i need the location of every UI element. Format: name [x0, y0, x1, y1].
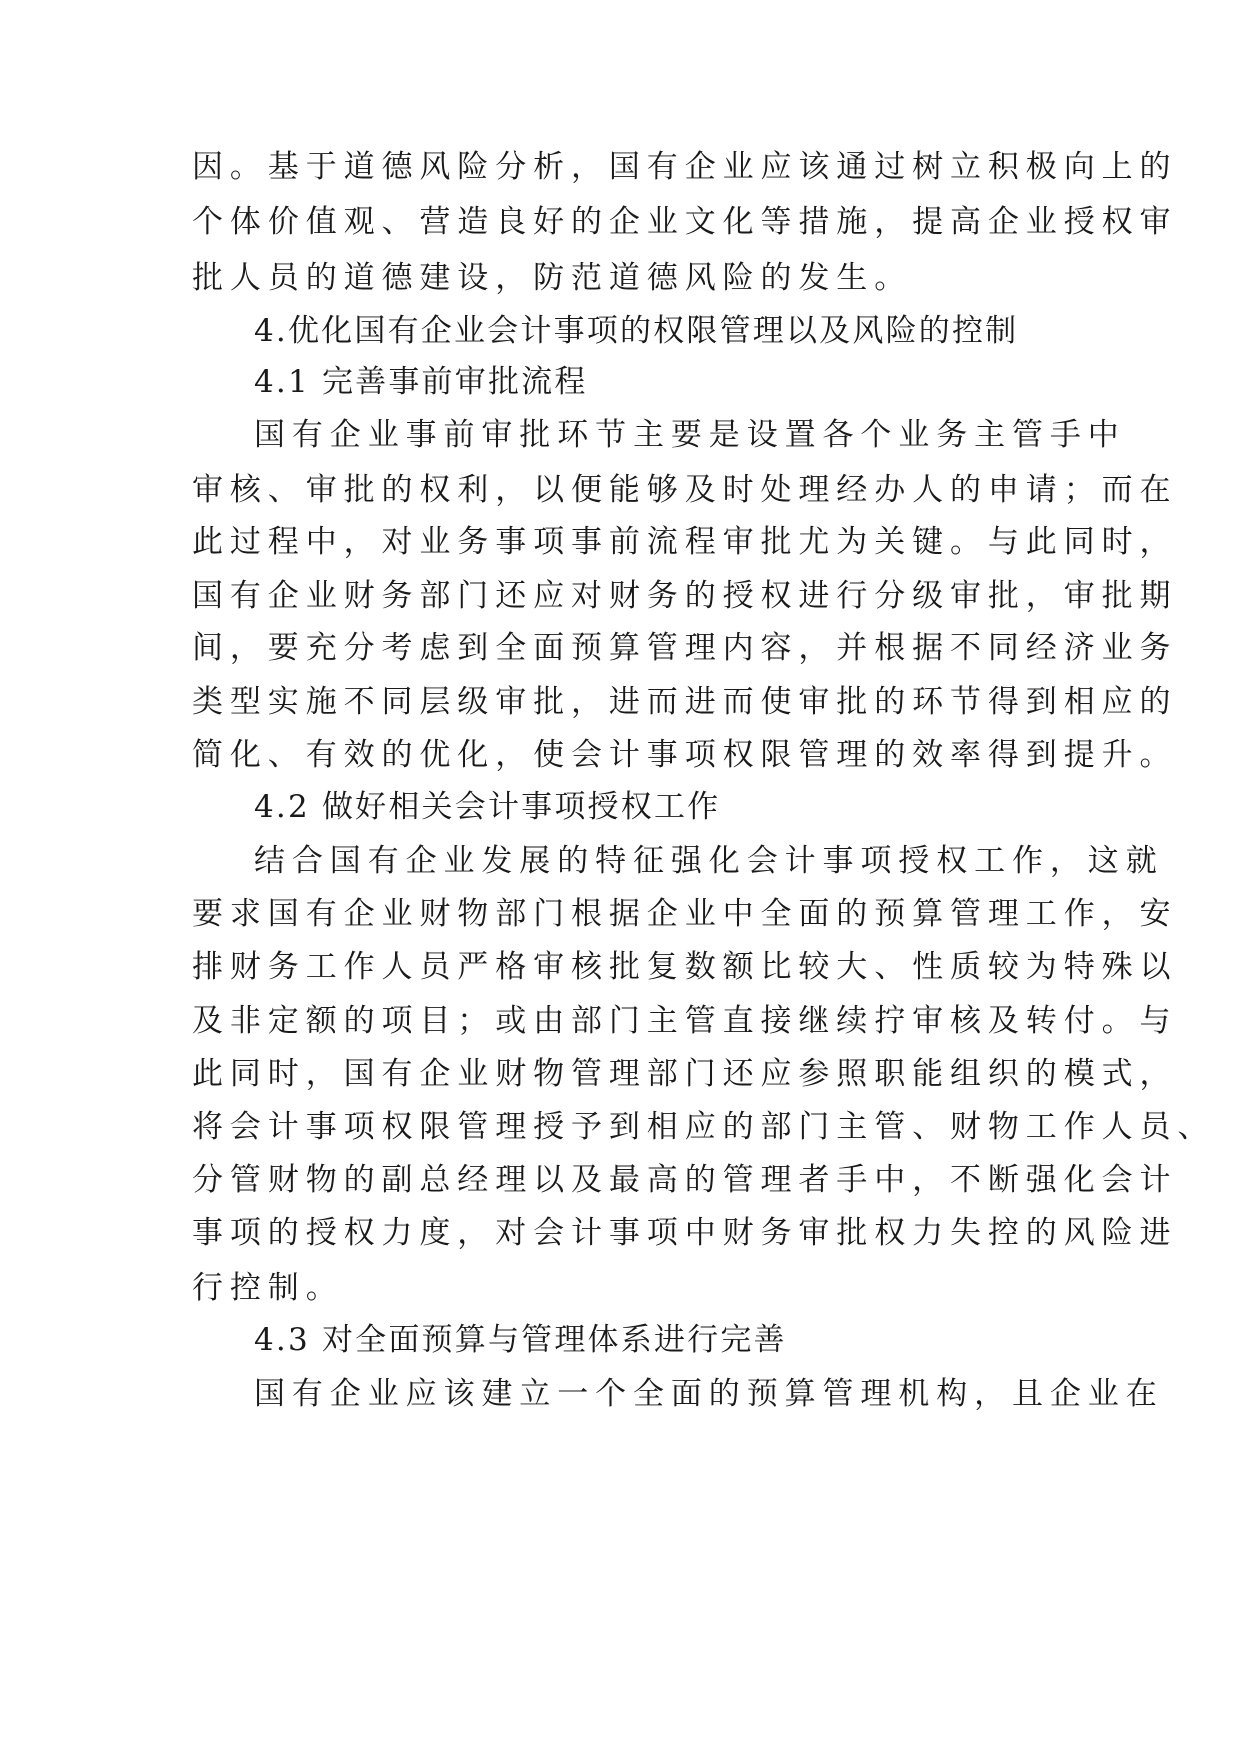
body-text-line: 行控制。 — [192, 1270, 344, 1306]
body-text-line: 此过程中，对业务事项事前流程审批尤为关键。与此同时， — [192, 524, 1178, 560]
body-text-line: 国有企业财务部门还应对财务的授权进行分级审批，审批期 — [192, 578, 1178, 614]
body-text-line: 批人员的道德建设，防范道德风险的发生。 — [192, 260, 913, 296]
body-text-line: 个体价值观、营造良好的企业文化等措施，提高企业授权审 — [192, 204, 1178, 240]
body-text-line: 审核、审批的权利，以便能够及时处理经办人的申请；而在 — [192, 472, 1178, 508]
body-text-line: 间，要充分考虑到全面预算管理内容，并根据不同经济业务 — [192, 630, 1178, 666]
body-text-line: 因。基于道德风险分析，国有企业应该通过树立积极向上的 — [192, 149, 1178, 185]
body-text-line: 事项的授权力度，对会计事项中财务审批权力失控的风险进 — [192, 1215, 1178, 1251]
body-text-line: 简化、有效的优化，使会计事项权限管理的效率得到提升。 — [192, 737, 1178, 773]
body-text-line: 结合国有企业发展的特征强化会计事项授权工作，这就 — [254, 843, 1164, 879]
body-text-line: 国有企业事前审批环节主要是设置各个业务主管手中 — [254, 417, 1126, 453]
subsection-heading-4-2: 4.2 做好相关会计事项授权工作 — [254, 789, 721, 825]
subsection-heading-4-3: 4.3 对全面预算与管理体系进行完善 — [254, 1322, 787, 1358]
body-text-line: 排财务工作人员严格审核批复数额比较大、性质较为特殊以 — [192, 949, 1178, 985]
section-heading-4: 4.优化国有企业会计事项的权限管理以及风险的控制 — [254, 313, 1019, 349]
subsection-heading-4-1: 4.1 完善事前审批流程 — [254, 364, 588, 400]
body-text-line: 国有企业应该建立一个全面的预算管理机构，且企业在 — [254, 1376, 1164, 1412]
body-text-line: 分管财物的副总经理以及最高的管理者手中，不断强化会计 — [192, 1162, 1178, 1198]
body-text-line: 及非定额的项目；或由部门主管直接继续拧审核及转付。与 — [192, 1003, 1178, 1039]
body-text-line: 要求国有企业财物部门根据企业中全面的预算管理工作，安 — [192, 896, 1178, 932]
body-text-line: 将会计事项权限管理授予到相应的部门主管、财物工作人员、 — [192, 1109, 1216, 1145]
body-text-line: 类型实施不同层级审批，进而进而使审批的环节得到相应的 — [192, 684, 1178, 720]
body-text-line: 此同时，国有企业财物管理部门还应参照职能组织的模式， — [192, 1056, 1178, 1092]
